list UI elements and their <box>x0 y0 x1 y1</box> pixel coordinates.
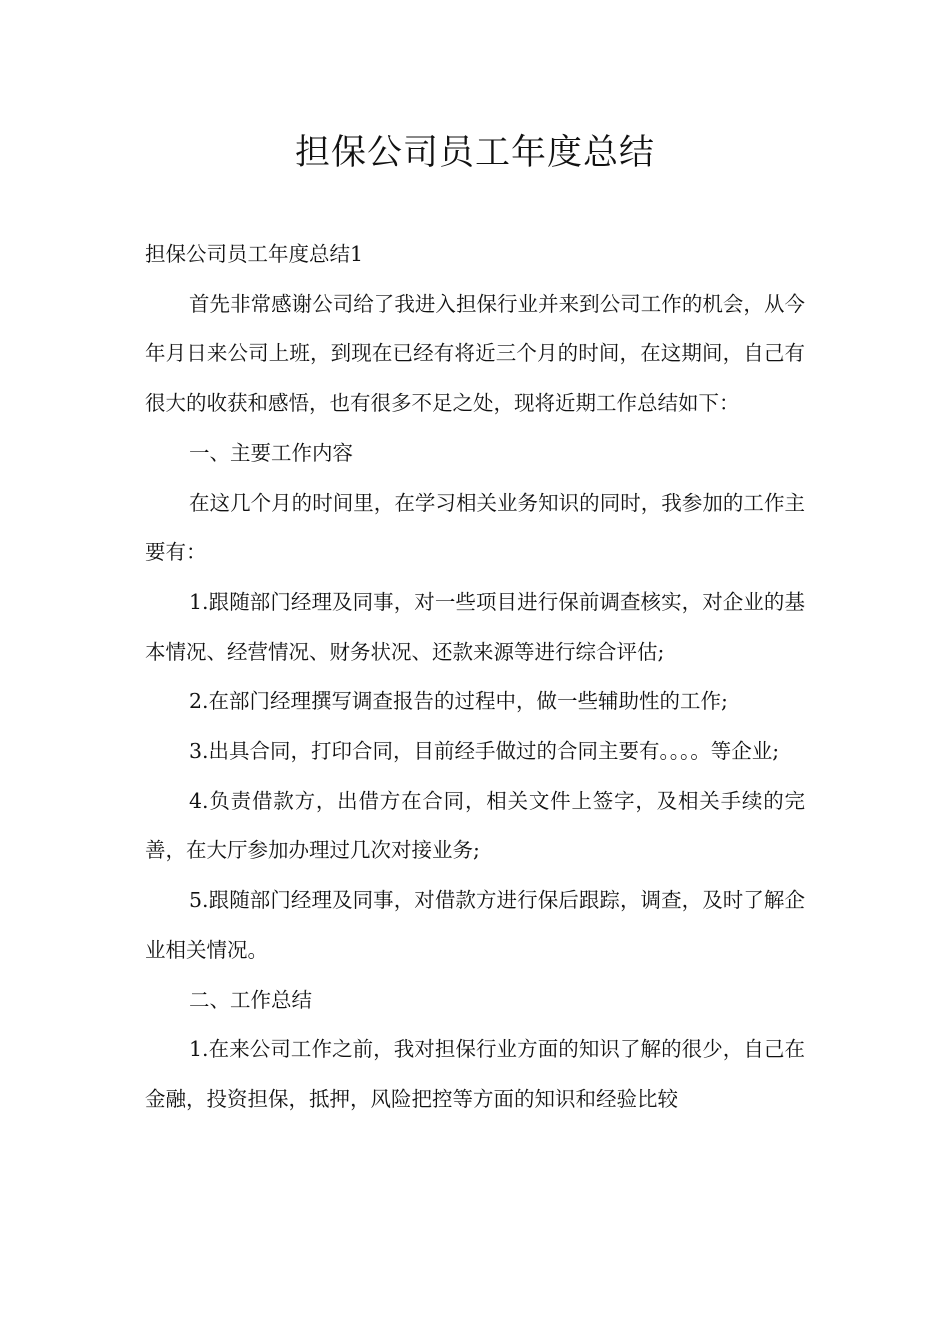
list-item-3: 3.出具合同，打印合同，目前经手做过的合同主要有。。。。等企业; <box>189 739 780 764</box>
section-heading-summary: 二、工作总结 <box>189 987 312 1012</box>
list-item-4: 4.负责借款方，出借方在合同，相关文件上签字，及相关手续的完善，在大厅参加办理过几次对接业务; <box>145 788 805 863</box>
summary-item-1: 1.在来公司工作之前，我对担保行业方面的知识了解的很少，自己在金融，投资担保，抵押，风险把控等方面的知识和经验比较 <box>145 1037 805 1111</box>
list-item-5: 5.跟随部门经理及同事，对借款方进行保后跟踪，调查，及时了解企业相关情况。 <box>145 888 805 962</box>
document-body <box>145 230 805 1125</box>
section-heading-main-work: 一、主要工作内容 <box>189 440 353 465</box>
paragraph-heading-1: 担保公司员工年度总结1 <box>145 242 364 266</box>
list-item-1: 1.跟随部门经理及同事，对一些项目进行保前调查核实，对企业的基本情况、经营情况、财务状况、还款来源等进行综合评估; <box>145 589 805 664</box>
paragraph-intro: 首先非常感谢公司给了我进入担保行业并来到公司工作的机会，从今年月日来公司上班，到现在已经有将近三个月的时间，在这期间，自己有很大的收获和感悟，也有很多不足之处，现将近期工作总结如下： <box>145 291 805 416</box>
document-title: 担保公司员工年度总结 <box>294 133 655 173</box>
list-item-2: 2.在部门经理撰写调查报告的过程中，做一些辅助性的工作; <box>189 689 728 714</box>
paragraph-work-intro: 在这几个月的时间里，在学习相关业务知识的同时，我参加的工作主要有： <box>145 490 805 565</box>
